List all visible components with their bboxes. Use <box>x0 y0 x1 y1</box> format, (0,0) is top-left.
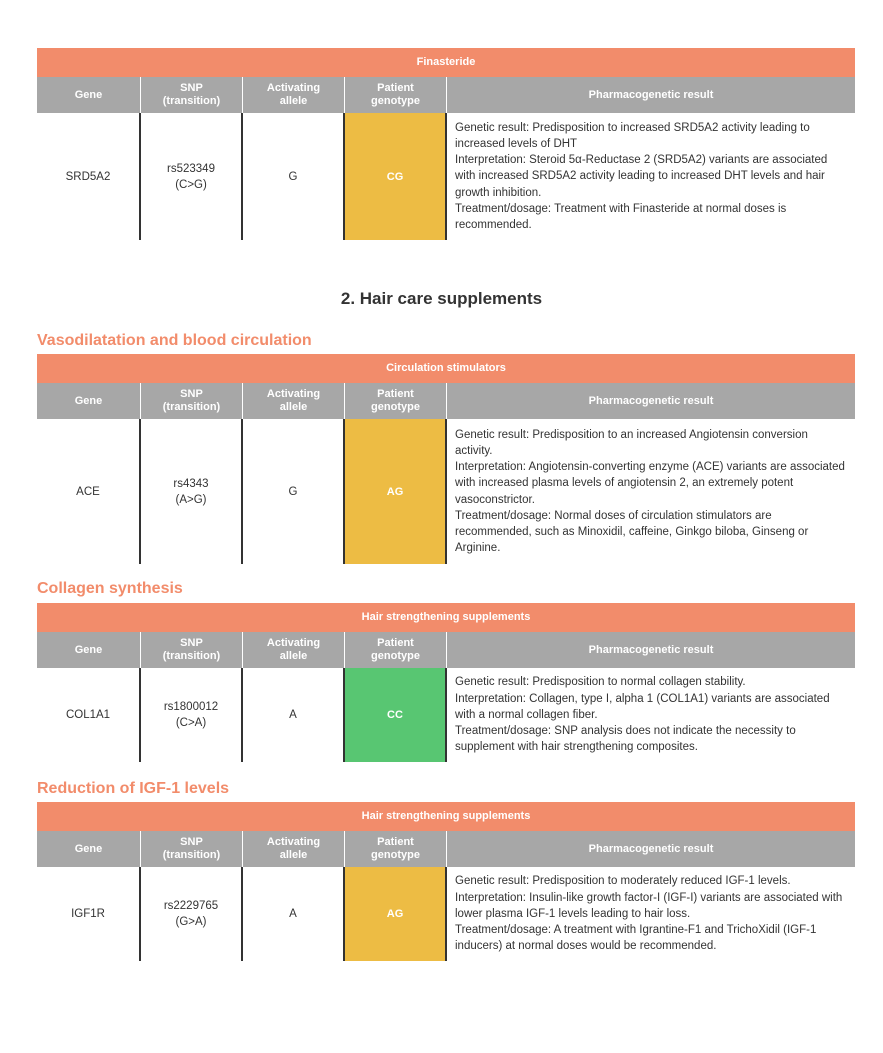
subheading-igf1: Reduction of IGF-1 levels <box>37 780 230 797</box>
table-finasteride <box>37 48 855 240</box>
cell-gene: ACE <box>37 419 141 564</box>
cell-gene: IGF1R <box>37 867 141 961</box>
header-genotype: Patient genotype <box>345 77 447 113</box>
cell-gene: SRD5A2 <box>37 113 141 240</box>
cell-allele: G <box>243 113 345 240</box>
cell-genotype: AG <box>345 867 447 961</box>
table-band-title: Hair strengthening supplements <box>37 603 855 632</box>
header-gene: Gene <box>37 831 141 867</box>
cell-result: Genetic result: Predisposition to increased SRD5A2 activity leading to increased levels of DHT Interpretation: Steroid 5α-Reductase 2 (SRD5A2) variants are associated with increased SRD5A2 activity leading to increased DHT levels and hair growth inhibition. Treatment/dosage: Treatment with Finasteride at normal doses is recommended. <box>455 121 828 231</box>
table-header <box>37 77 855 113</box>
cell-gene: COL1A1 <box>37 668 141 762</box>
header-result: Pharmacogenetic result <box>588 842 714 855</box>
header-gene: Gene <box>37 383 141 419</box>
header-gene: Gene <box>37 632 141 668</box>
cell-result: Genetic result: Predisposition to moderately reduced IGF-1 levels. Interpretation: Insulin-like growth factor-I (IGF-I) variants are associated with lower plasma IGF-1 levels leading to hair loss. Treatment/dosage: A treatment with Igrantine-F1 and TrichoXidil (IGF-1 inducers) at normal doses would be recommended. <box>455 875 843 953</box>
table-row <box>37 419 855 564</box>
table-circulation <box>37 354 855 564</box>
table-row <box>37 867 855 961</box>
header-snp: SNP (transition) <box>141 383 243 419</box>
cell-snp: rs523349 (C>G) <box>141 113 243 240</box>
header-allele: Activating allele <box>243 383 345 419</box>
header-genotype: Patient genotype <box>345 383 447 419</box>
header-result: Pharmacogenetic result <box>588 643 714 656</box>
cell-allele: A <box>243 668 345 762</box>
header-result: Pharmacogenetic result <box>588 88 714 101</box>
header-allele: Activating allele <box>243 77 345 113</box>
table-band-title: Hair strengthening supplements <box>37 802 855 831</box>
cell-allele: G <box>243 419 345 564</box>
table-row <box>37 668 855 762</box>
header-genotype: Patient genotype <box>345 831 447 867</box>
table-header <box>37 383 855 419</box>
cell-genotype: CC <box>345 668 447 762</box>
subheading-collagen: Collagen synthesis <box>37 580 183 597</box>
table-header <box>37 831 855 867</box>
cell-snp: rs2229765 (G>A) <box>141 867 243 961</box>
cell-result: Genetic result: Predisposition to normal collagen stability. Interpretation: Collagen, type I, alpha 1 (COL1A1) variants are associated with a normal collagen fiber. Treatment/dosage: SNP analysis does not indicate the necessity to supplement with hair strengthening composites. <box>455 676 830 754</box>
subheading-vasodilatation: Vasodilatation and blood circulation <box>37 332 312 349</box>
header-genotype: Patient genotype <box>345 632 447 668</box>
header-allele: Activating allele <box>243 632 345 668</box>
cell-allele: A <box>243 867 345 961</box>
section-title: 2. Hair care supplements <box>340 289 543 308</box>
header-allele: Activating allele <box>243 831 345 867</box>
header-gene: Gene <box>37 77 141 113</box>
cell-snp: rs1800012 (C>A) <box>141 668 243 762</box>
header-snp: SNP (transition) <box>141 831 243 867</box>
table-igf1 <box>37 802 855 961</box>
table-band-title: Circulation stimulators <box>37 354 855 383</box>
table-row <box>37 113 855 240</box>
cell-genotype: CG <box>345 113 447 240</box>
table-collagen <box>37 603 855 762</box>
header-result: Pharmacogenetic result <box>588 394 714 407</box>
cell-result: Genetic result: Predisposition to an increased Angiotensin conversion activity. Interpretation: Angiotensin-converting enzyme (ACE) variants are associated with increased plasma levels of angiotensin 2, an extremely potent vasoconstrictor. Treatment/dosage: Normal doses of circulation stimulators are recommended, such as Minoxidil, caffeine, Ginkgo biloba, Ginseng or Arginine. <box>455 428 845 555</box>
cell-snp: rs4343 (A>G) <box>141 419 243 564</box>
header-snp: SNP (transition) <box>141 77 243 113</box>
header-snp: SNP (transition) <box>141 632 243 668</box>
table-band-title: Finasteride <box>37 48 855 77</box>
table-header <box>37 632 855 668</box>
cell-genotype: AG <box>345 419 447 564</box>
